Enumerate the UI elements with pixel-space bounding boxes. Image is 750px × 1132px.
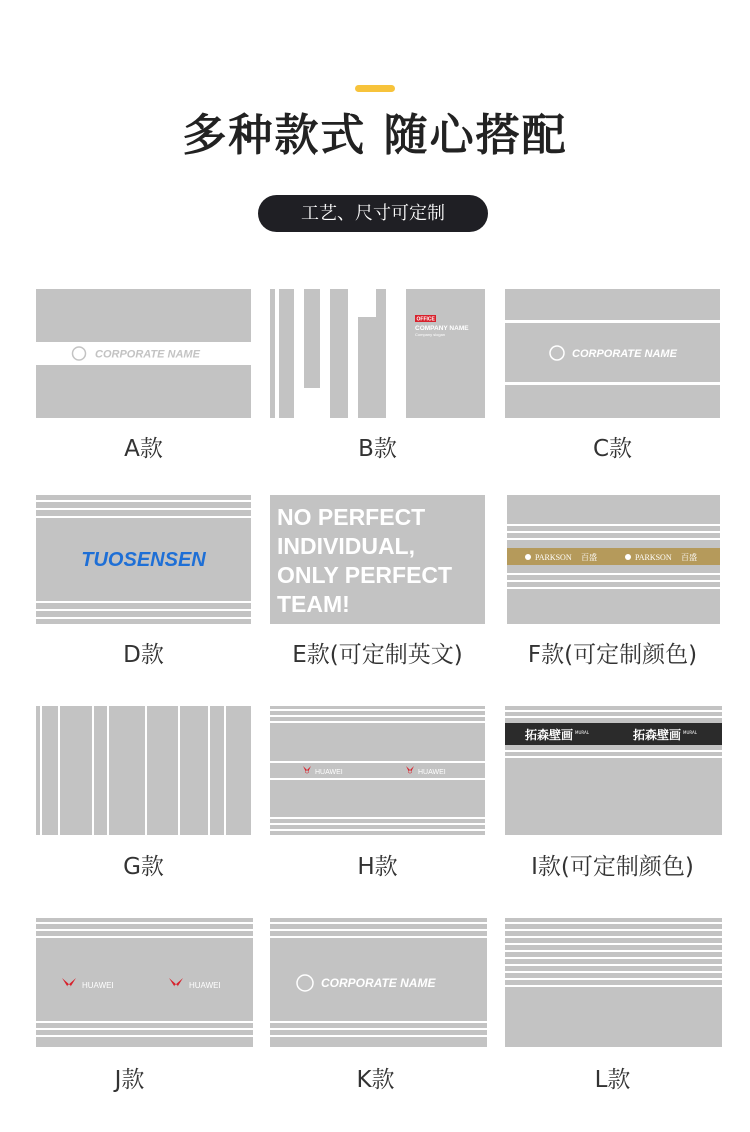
style-a-caption: A款 — [124, 436, 163, 462]
page-title: 多种款式 随心搭配 — [182, 110, 568, 161]
style-h-caption: H款 — [357, 854, 398, 880]
style-d-caption: D款 — [123, 642, 164, 668]
subtitle-badge: 工艺、尺寸可定制 — [258, 195, 488, 232]
svg-text:HUAWEI: HUAWEI — [189, 981, 221, 990]
style-i-swatch — [505, 706, 722, 835]
style-g-caption: G款 — [123, 854, 164, 880]
style-d-swatch — [36, 495, 251, 624]
svg-text:OFFICE: OFFICE — [416, 316, 435, 323]
style-c-caption: C款 — [592, 436, 633, 462]
svg-text:Company slogan: Company slogan — [415, 332, 446, 337]
logo-text: CORPORATE NAME — [572, 348, 677, 360]
logo-text: CORPORATE NAME — [95, 348, 200, 361]
style-j-caption: J款 — [114, 1067, 145, 1093]
slogan-line-1: NO PERFECT — [277, 504, 426, 530]
tuosen-logo-2: 拓森壁画 — [633, 728, 682, 742]
tuosen-logo-1: 拓森壁画 — [525, 728, 574, 742]
style-a-swatch — [36, 289, 251, 418]
parkson-flower-icon — [625, 554, 631, 560]
style-f-caption: F款(可定制颜色) — [527, 642, 698, 668]
style-l-swatch — [505, 918, 722, 1047]
slogan-line-3: ONLY PERFECT — [277, 562, 453, 588]
svg-text:HUAWEI: HUAWEI — [418, 769, 446, 776]
style-g-swatch — [36, 706, 251, 835]
style-f-swatch — [507, 495, 720, 624]
svg-text:HUAWEI: HUAWEI — [82, 981, 114, 990]
svg-text:百盛: 百盛 — [681, 553, 697, 562]
svg-text:HUAWEI: HUAWEI — [315, 769, 343, 776]
style-k-swatch — [270, 918, 487, 1047]
parkson-logo-2: PARKSON — [635, 553, 672, 562]
logo-text: CORPORATE NAME — [321, 976, 436, 990]
parkson-logo-1: PARKSON — [535, 553, 572, 562]
slogan-line-2: INDIVIDUAL, — [277, 533, 415, 559]
svg-text:MURAL: MURAL — [683, 730, 697, 735]
tuosensen-logo: TUOSENSEN — [81, 549, 206, 571]
slogan-line-4: TEAM! — [277, 591, 350, 617]
style-b-swatch — [270, 289, 485, 418]
style-e-caption: E款(可定制英文) — [292, 642, 463, 668]
accent-bar — [355, 85, 395, 92]
logo-text: COMPANY NAME — [415, 325, 469, 332]
style-b-caption: B款 — [358, 436, 397, 462]
style-i-caption: I款(可定制颜色) — [531, 854, 694, 880]
style-c-swatch — [505, 289, 720, 418]
style-k-caption: K款 — [356, 1067, 395, 1093]
svg-text:MURAL: MURAL — [575, 730, 589, 735]
style-j-swatch — [36, 918, 253, 1047]
style-l-caption: L款 — [594, 1067, 631, 1093]
svg-text:百盛: 百盛 — [581, 553, 597, 562]
style-h-swatch — [270, 706, 485, 835]
parkson-flower-icon — [525, 554, 531, 560]
style-e-swatch — [270, 495, 485, 624]
